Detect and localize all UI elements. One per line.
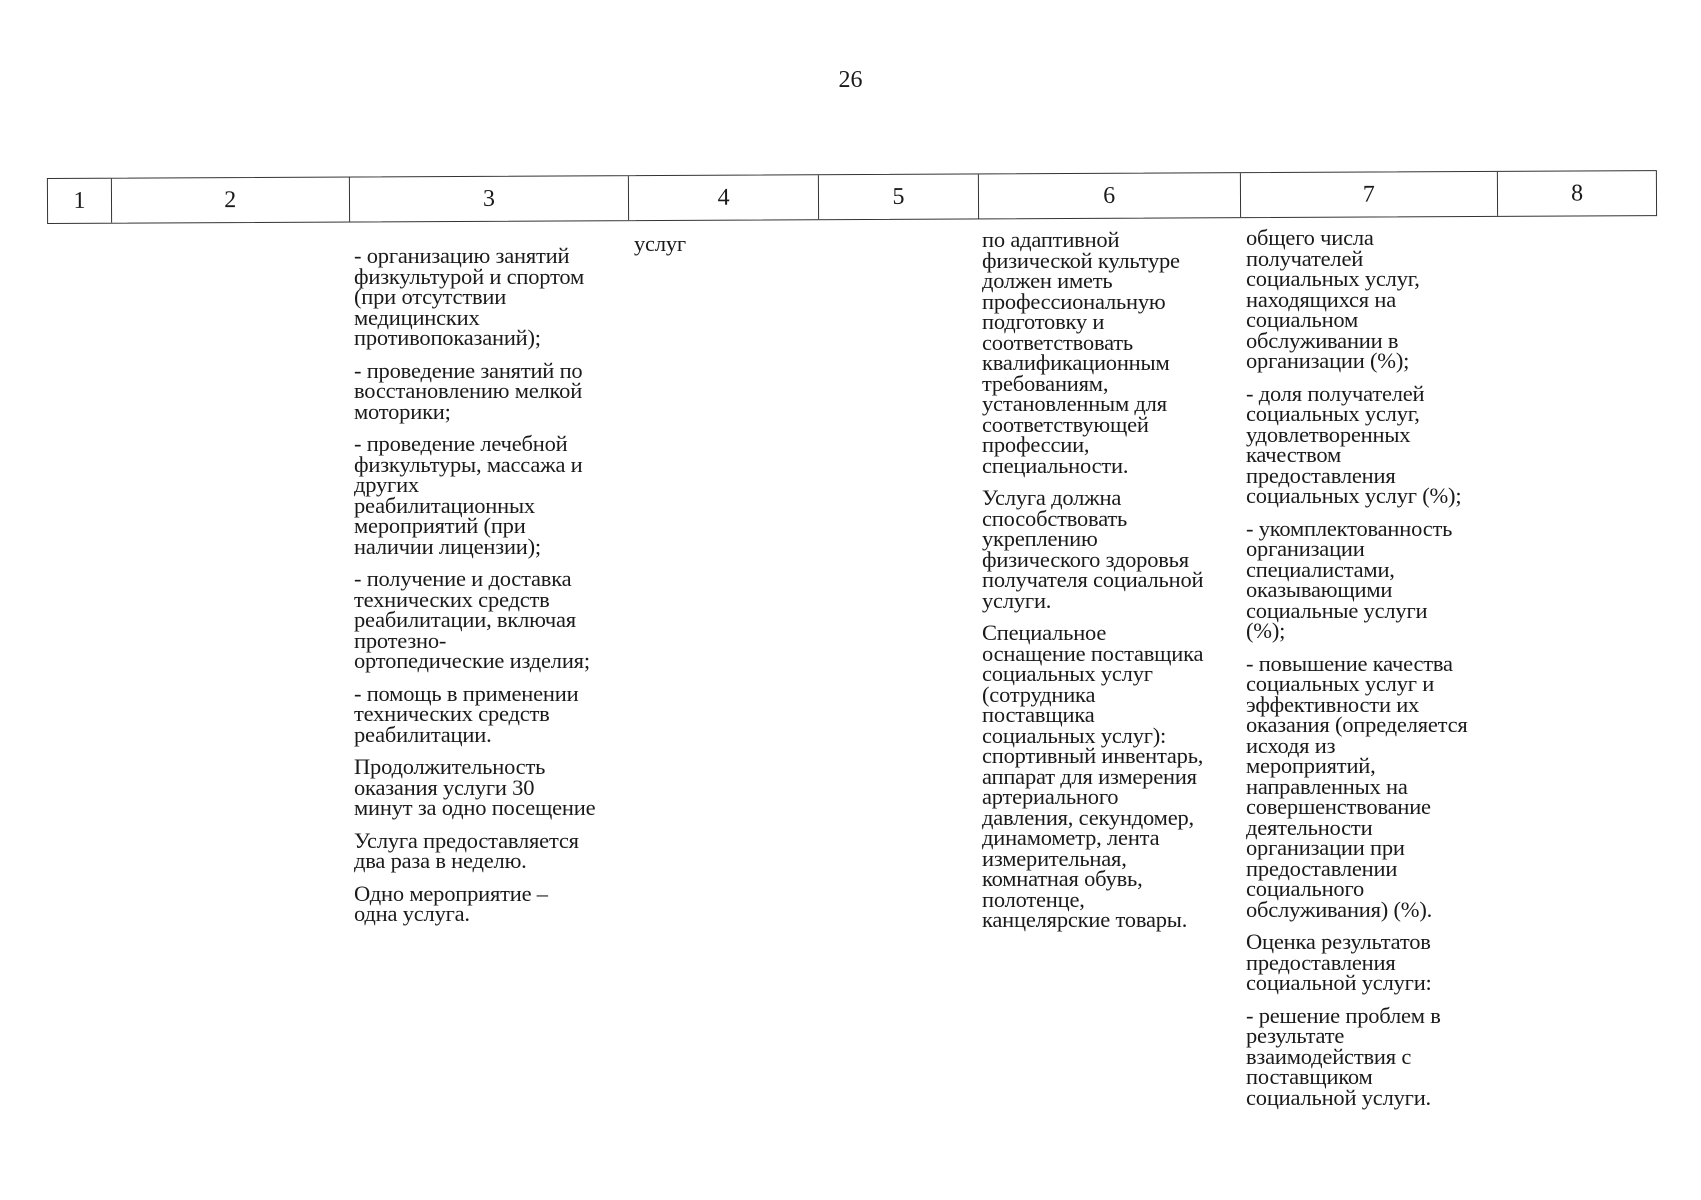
header-cell-1: 1 xyxy=(48,179,112,223)
col3-item-motor-skills: - проведение занятий по восстановлению мелкой моторики; xyxy=(354,357,583,424)
col3-item-rehab-delivery: - получение и доставка технических средств реабилитации, включая протезно- ортопедические изделия; xyxy=(354,566,590,673)
header-cell-6: 6 xyxy=(979,173,1241,218)
col7-satisfaction: - доля получателей социальных услуг, удовлетворенных качеством предоставления социальных услуг (%); xyxy=(1246,380,1462,508)
column-3-content xyxy=(354,243,634,926)
col7-staffing: - укомплектованность организации специалистами, оказывающими социальные услуги (%); xyxy=(1246,515,1453,643)
column-7-content xyxy=(1246,225,1506,1110)
col3-item-rehab-help: - помощь в применении технических средств реабилитации. xyxy=(354,680,579,747)
header-cell-4: 4 xyxy=(629,175,819,220)
header-cell-2: 2 xyxy=(112,178,350,223)
col3-duration: Продолжительность оказания услуги 30 минут за одно посещение xyxy=(354,754,596,820)
table-header-row xyxy=(47,170,1657,224)
header-cell-8: 8 xyxy=(1570,180,1584,207)
col6-qualification: по адаптивной физической культуре должен иметь профессиональную подготовку и соответствовать квалификационным требованиям, установленным для соответствующей профессии, специальности. xyxy=(982,227,1180,478)
col7-evaluation-heading: Оценка результатов предоставления социальной услуги: xyxy=(1246,929,1432,995)
col7-share-recipients: общего числа получателей социальных услуг, находящихся на социальном обслуживании в организации (%); xyxy=(1246,225,1420,373)
header-cell-5: 5 xyxy=(819,174,979,219)
column-6-content xyxy=(982,227,1244,932)
header-cell-3: 3 xyxy=(350,176,630,221)
col6-equipment: Специальное оснащение поставщика социальных услуг (сотрудника поставщика социальных услуг): спортивный инвентарь, аппарат для измерения артериального давления, секундомер, динамометр, лента измерительная, комнатная обувь, полотенце, канцелярские товары. xyxy=(982,620,1204,932)
col3-item-therapy: - проведение лечебной физкультуры, массажа и других реабилитационных мероприятий (при наличии лицензии); xyxy=(354,431,583,559)
header-cell-7: 7 xyxy=(1240,172,1498,217)
column-4-content xyxy=(634,231,764,256)
col6-purpose: Услуга должна способствовать укреплению физического здоровья получателя социальной услуги. xyxy=(982,485,1204,613)
col3-item-organization: - организацию занятий физкультурой и спортом (при отсутствии медицинских противопоказаний); xyxy=(354,243,585,350)
col4-text: услуг xyxy=(634,231,686,256)
col7-problem-solving: - решение проблем в результате взаимодействия с поставщиком социальной услуги. xyxy=(1246,1002,1441,1110)
col3-unit: Одно мероприятие – одна услуга. xyxy=(354,880,548,926)
col7-quality-improvement: - повышение качества социальных услуг и эффективности их оказания (определяется исходя из мероприятий, направленных на совершенствование деятельности организации при предоставлении социального обслуживания) (%). xyxy=(1246,650,1468,922)
page-number: 26 xyxy=(838,67,863,93)
col3-frequency: Услуга предоставляется два раза в неделю. xyxy=(354,827,579,873)
